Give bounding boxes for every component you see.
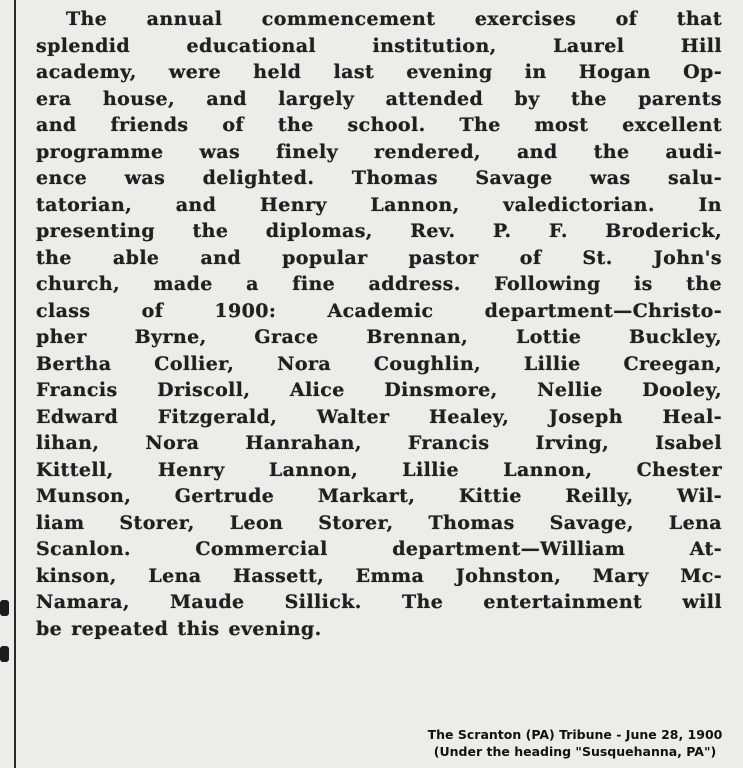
article-line: era house, and largely attended by the parents <box>36 87 722 110</box>
article-line: lihan, Nora Hanrahan, Francis Irving, Isabel <box>36 432 722 454</box>
caption-heading-note: (Under the heading "Susquehanna, PA") <box>433 744 717 759</box>
article-line: The annual commencement exercises of that <box>66 8 722 30</box>
article-line: and friends of the school. The most excellent <box>36 114 722 136</box>
text-fragment <box>0 600 9 616</box>
article-line: Francis Driscoll, Alice Dinsmore, Nellie Dooley, <box>36 379 722 401</box>
article-line: splendid educational institution, Laurel Hill <box>36 34 722 57</box>
article-line: kinson, Lena Hassett, Emma Johnston, Mary Mc- <box>36 564 722 587</box>
article-line: the able and popular pastor of St. John's <box>36 246 722 269</box>
caption-source: The Scranton (PA) Tribune - June 28, 1900 <box>427 727 723 742</box>
article-line: Bertha Collier, Nora Coughlin, Lillie Creegan, <box>36 352 722 375</box>
article-line: tatorian, and Henry Lannon, valedictorian. In <box>36 193 722 216</box>
text-fragment <box>0 646 9 662</box>
column-rule <box>14 0 16 768</box>
article-line: Munson, Gertrude Markart, Kittie Reilly, Wil- <box>36 485 722 507</box>
article-line: liam Storer, Leon Storer, Thomas Savage, Lena <box>36 511 722 534</box>
article-line: academy, were held last evening in Hogan Op- <box>36 61 722 83</box>
article-line: be repeated this evening. <box>36 617 322 640</box>
article-line: class of 1900: Academic department—Christo- <box>36 299 722 322</box>
article-line: pher Byrne, Grace Brennan, Lottie Buckley, <box>36 326 722 348</box>
article-line: Kittell, Henry Lannon, Lillie Lannon, Chester <box>36 458 722 481</box>
article-column <box>36 6 722 642</box>
article-line: presenting the diplomas, Rev. P. F. Broderick, <box>36 220 722 242</box>
article-line: Namara, Maude Sillick. The entertainment will <box>36 591 722 613</box>
article-line: Edward Fitzgerald, Walter Healey, Joseph Heal- <box>36 405 722 428</box>
article-line: church, made a fine address. Following is the <box>36 273 722 295</box>
adjacent-column-fragments <box>0 600 12 710</box>
article-line: ence was delighted. Thomas Savage was salu- <box>36 167 722 189</box>
article-line: programme was finely rendered, and the audi- <box>36 140 722 163</box>
article-line: Scanlon. Commercial department—William At- <box>36 538 722 560</box>
source-caption <box>420 726 730 760</box>
